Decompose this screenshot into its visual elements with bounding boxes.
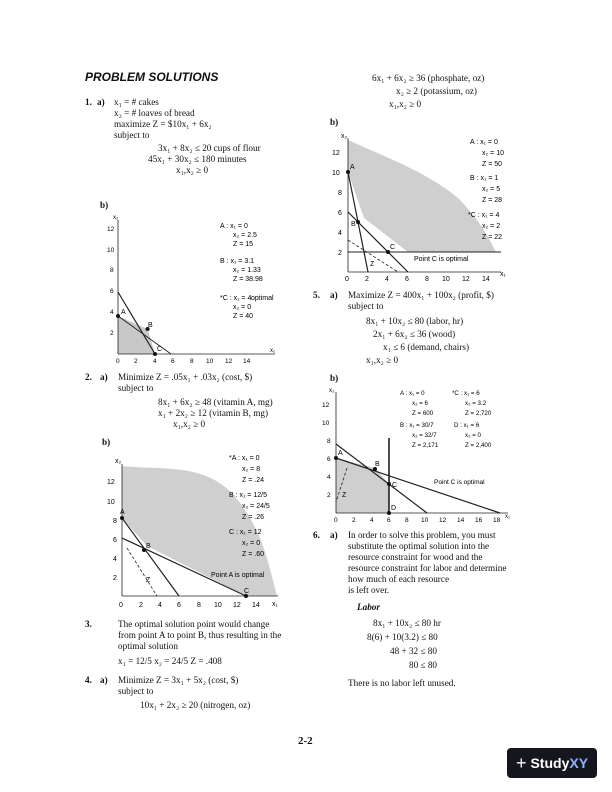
graph-4-xtick: 14: [482, 276, 490, 283]
problem-2-line-1: Minimize Z = .05x₁ + .03x₂ (cost, $): [118, 372, 253, 382]
graph-4-annot: Z = 28: [482, 197, 503, 204]
problem-6-equation-4: 80 ≤ 80: [409, 660, 438, 670]
graph-2-point-a: [120, 516, 124, 520]
problem-1-line-1: x₁ = # cakes: [114, 97, 159, 107]
graph-4-y-ticks: [332, 150, 342, 257]
graph-4-caption: Point C is optimal: [414, 256, 469, 263]
graph-2-xtick: 8: [197, 602, 201, 609]
graph-1: [107, 210, 310, 370]
graph-2-annot: x₂ = 0: [242, 540, 261, 547]
problem-4-part-b: b): [330, 117, 339, 127]
logo-text-study: Study: [530, 755, 570, 771]
problem-1-constraint-3: x₁,x₂ ≥ 0: [176, 165, 209, 175]
page-title: PROBLEM SOLUTIONS: [85, 70, 219, 84]
graph-4-annot: x₂ = 10: [482, 150, 504, 157]
graph-5-x-ticks: [334, 517, 501, 524]
graph-2-ytick: 8: [113, 518, 117, 525]
problem-2-constraint-2: x₁ + 2x₂ ≥ 12 (vitamin B, mg): [158, 408, 269, 418]
graph-1-point-a: [116, 314, 120, 318]
problem-2-constraint-3: x₁,x₂ ≥ 0: [173, 419, 206, 429]
graph-4-xtick: 4: [385, 276, 389, 283]
problem-6-line-4: resource constraint for labor and determine: [348, 563, 507, 573]
graph-2-label-z: Z: [146, 577, 151, 584]
graph-5-y-ticks: [322, 402, 331, 499]
graph-5-annot: Z = 2,720: [465, 410, 492, 417]
graph-4-ytick: 6: [338, 210, 342, 217]
graph-5-annot: x₂ = 3.2: [465, 400, 487, 407]
graph-1-annot: A : x₁ = 0: [220, 223, 248, 230]
graph-5-annot: A : x₁ = 0: [400, 390, 425, 397]
graph-4-xtick: 2: [365, 276, 369, 283]
graph-1-annot: Z = 40: [233, 313, 254, 320]
graph-2-ytick: 6: [113, 537, 117, 544]
graph-2-xtick: 0: [119, 602, 123, 609]
graph-5-ytick: 8: [327, 438, 331, 445]
graph-5-xtick: 2: [352, 517, 356, 524]
studyxy-logo: [507, 748, 597, 778]
graph-4-annot: x₂ = 2: [482, 223, 501, 230]
graph-4-label-z: Z: [370, 261, 375, 268]
graph-4-point-b: [356, 220, 360, 224]
problem-4-line-1: Minimize Z = 3x₁ + 5x₂ (cost, $): [118, 675, 239, 685]
graph-1-x-ticks: [116, 358, 251, 365]
graph-2-ytick: 10: [107, 499, 115, 506]
problem-4-part-a: a): [100, 675, 108, 685]
problem-1-part-a: a): [97, 97, 105, 107]
graph-4-annot: x₂ = 5: [482, 186, 501, 193]
graph-2-x-label: x₁: [272, 601, 278, 608]
graph-5-annot: D : x₁ = 6: [454, 422, 480, 429]
graph-1-label-a: A: [121, 309, 126, 316]
graph-2-xtick: 12: [233, 602, 241, 609]
graph-5-annot: Z = 2,400: [465, 442, 492, 449]
graph-4-xtick: 0: [345, 276, 349, 283]
problem-1-constraint-2: 45x₁ + 30x₂ ≤ 180 minutes: [148, 154, 247, 164]
problem-4-constraint-2: 6x₁ + 6x₂ ≥ 36 (phosphate, oz): [372, 73, 485, 83]
graph-5-annot: x₂ = 0: [465, 432, 481, 439]
problem-6-line-3: resource constraint for wood and the: [348, 552, 483, 562]
graph-2-annot: Z = .26: [242, 514, 264, 521]
graph-5-ytick: 12: [322, 402, 330, 409]
problem-1-line-2: x₂ = # loaves of bread: [114, 108, 195, 118]
problem-3-line-3: optimal solution: [118, 641, 178, 651]
graph-5-xtick: 6: [387, 517, 391, 524]
graph-2-label-c: C: [244, 588, 250, 595]
problem-1-constraint-1: 3x₁ + 8x₂ ≤ 20 cups of flour: [158, 143, 261, 153]
graph-5-annot: Z = 600: [412, 410, 434, 417]
graph-1-annot: optimal: [251, 295, 274, 302]
graph-2-ytick: 4: [113, 556, 117, 563]
problem-5-line-1: Maximize Z = 400x₁ + 100x₂ (profit, $): [348, 290, 494, 300]
graph-2-annot: C : x₁ = 12: [229, 529, 262, 536]
graph-5-label-c: C: [392, 482, 398, 489]
graph-2-annot: B : x₁ = 12/5: [229, 492, 267, 499]
graph-5-annot: B : x₁ = 30/7: [400, 422, 434, 429]
problem-5-constraint-1: 8x₁ + 10x₂ ≤ 80 (labor, hr): [366, 316, 464, 326]
graph-5-label-b: B: [375, 461, 380, 468]
graph-5-label-z: Z: [342, 492, 347, 499]
graph-4-y-label: x₂: [341, 133, 348, 140]
problem-6-subheading: Labor: [357, 602, 380, 612]
problem-2-line-2: subject to: [118, 383, 154, 393]
graph-2: [102, 448, 302, 616]
problem-2-number: 2.: [85, 372, 92, 382]
graph-4-xtick: 8: [425, 276, 429, 283]
problem-5-part-b: b): [330, 373, 339, 383]
graph-1-ytick: 2: [110, 330, 114, 337]
graph-4-ytick: 4: [338, 230, 342, 237]
graph-5-xtick: 16: [475, 517, 483, 524]
problem-5-constraint-4: x₁,x₂ ≥ 0: [366, 355, 399, 365]
problem-2-constraint-1: 8x₁ + 6x₂ ≥ 48 (vitamin A, mg): [158, 397, 273, 407]
problem-6-equation-1: 8x₁ + 10x₂ ≤ 80 hr: [373, 618, 441, 628]
graph-2-label-a: A: [120, 509, 125, 516]
problem-6-line-5: how much of each resource: [348, 574, 450, 584]
graph-5-annotations: [400, 390, 492, 449]
graph-2-xtick: 4: [158, 602, 162, 609]
graph-5-label-d: D: [391, 505, 397, 512]
graph-4-ytick: 2: [338, 250, 342, 257]
problem-2-part-a: a): [100, 372, 108, 382]
graph-4-annot: Z = 50: [482, 161, 503, 168]
graph-4-x-ticks: [345, 276, 490, 283]
graph-5-annot: Z = 2,171: [412, 442, 439, 449]
graph-5-point-c: [387, 482, 391, 486]
problem-6-equation-3: 48 + 32 ≤ 80: [390, 646, 437, 656]
graph-1-label-c: C: [157, 346, 163, 353]
graph-2-ytick: 12: [107, 479, 115, 486]
graph-4-label-a: A: [350, 164, 355, 171]
problem-1-line-3: maximize Z = $10x₁ + 6x₂: [114, 119, 212, 129]
graph-1-x-label: x₁: [270, 348, 276, 354]
graph-1-ytick: 12: [107, 226, 115, 233]
graph-4-feasible-region: [348, 140, 499, 252]
problem-4-constraint-3: x₂ ≥ 2 (potassium, oz): [396, 86, 477, 96]
graph-5-y-label: x₂: [329, 388, 335, 394]
graph-2-annot: *A : x₁ = 0: [229, 455, 260, 462]
problem-1-line-4: subject to: [114, 130, 150, 140]
graph-1-ytick: 10: [107, 247, 115, 254]
problem-4-constraint-1: 10x₁ + 2x₂ ≥ 20 (nitrogen, oz): [140, 700, 251, 710]
problem-3-line-2: from point A to point B, thus resulting in the: [118, 630, 282, 640]
graph-2-xtick: 6: [177, 602, 181, 609]
problem-5-line-2: subject to: [348, 301, 384, 311]
problem-6-number: 6.: [313, 530, 320, 540]
graph-1-xtick: 14: [243, 358, 251, 365]
graph-5-xtick: 8: [405, 517, 409, 524]
graph-2-annot: x₂ = 24/5: [242, 503, 270, 510]
problem-3-number: 3.: [85, 619, 92, 629]
problem-3-line-4: x₁ = 12/5 x₂ = 24/5 Z = .408: [118, 656, 222, 666]
problem-6-line-2: substitute the optimal solution into the: [348, 541, 490, 551]
graph-4-xtick: 10: [442, 276, 450, 283]
graph-4-ytick: 10: [332, 170, 340, 177]
graph-1-annot: Z = 38.98: [233, 276, 263, 283]
graph-5-annot: x₂ = 32/7: [412, 432, 437, 439]
graph-4-x-label: x₁: [500, 271, 506, 278]
graph-4: [328, 128, 518, 283]
problem-5-part-a: a): [330, 290, 338, 300]
graph-4-xtick: 12: [462, 276, 470, 283]
graph-4-annot: Z = 22: [482, 234, 503, 241]
graph-1-xtick: 2: [134, 358, 138, 365]
graph-2-annot: Z = .60: [242, 551, 264, 558]
graph-1-xtick: 10: [206, 358, 214, 365]
graph-1-ytick: 4: [110, 309, 114, 316]
problem-6-part-a: a): [330, 530, 338, 540]
graph-2-ytick: 2: [113, 575, 117, 582]
graph-4-ytick: 12: [332, 150, 340, 157]
problem-6-equation-2: 8(6) + 10(3.2) ≤ 80: [367, 632, 438, 642]
graph-1-annot: *C : x₁ = 4: [220, 295, 252, 302]
problem-6-line-1: In order to solve this problem, you must: [348, 530, 496, 540]
graph-5-ytick: 6: [327, 456, 331, 463]
graph-5-xtick: 14: [457, 517, 465, 524]
problem-1-number: 1.: [85, 97, 92, 107]
graph-1-ytick: 6: [110, 288, 114, 295]
graph-4-annot: A : x₁ = 0: [470, 139, 498, 146]
graph-5-feasible-region: [336, 458, 389, 513]
problem-4-line-2: subject to: [118, 686, 154, 696]
graph-1-annot: x₂ = 0: [233, 304, 252, 311]
graph-1-ytick: 8: [110, 267, 114, 274]
problem-5-number: 5.: [313, 290, 320, 300]
graph-5-xtick: 10: [421, 517, 429, 524]
graph-1-y-ticks: [107, 226, 115, 337]
graph-4-xtick: 6: [405, 276, 409, 283]
graph-5-annot: *C : x₁ = 6: [452, 390, 480, 397]
problem-3-line-1: The optimal solution point would change: [118, 619, 270, 629]
logo-text-xy: XY: [569, 755, 589, 771]
graph-5-x-label: x₁: [505, 514, 511, 520]
graph-2-annot: x₂ = 8: [242, 466, 261, 473]
graph-4-annot: *C : x₁ = 4: [468, 212, 500, 219]
graph-1-annot: x₂ = 2.5: [233, 232, 257, 239]
graph-2-x-ticks: [119, 602, 260, 609]
graph-1-xtick: 0: [116, 358, 120, 365]
graph-2-objective-line: [127, 548, 157, 596]
page-number: 2-2: [298, 735, 313, 747]
problem-1-part-b: b): [100, 200, 109, 210]
graph-5-xtick: 0: [334, 517, 338, 524]
graph-1-annot: Z = 15: [233, 241, 254, 248]
graph-5-ytick: 2: [327, 492, 331, 499]
problem-6-conclusion: There is no labor left unused.: [348, 678, 456, 688]
graph-1-label-b: B: [148, 322, 153, 329]
graph-2-caption: Point A is optimal: [211, 572, 265, 579]
plus-icon: +: [515, 752, 527, 773]
graph-2-xtick: 14: [252, 602, 260, 609]
graph-4-ytick: 8: [338, 190, 342, 197]
graph-5-ytick: 4: [327, 474, 331, 481]
graph-2-y-ticks: [107, 479, 117, 582]
graph-1-xtick: 8: [190, 358, 194, 365]
graph-5: [322, 384, 514, 526]
graph-1-annotations: [220, 223, 274, 320]
graph-5-xtick: 18: [493, 517, 501, 524]
graph-1-annot: B : x₁ = 3.1: [220, 258, 255, 265]
graph-4-label-c: C: [390, 244, 396, 251]
graph-4-annot: B : x₁ = 1: [470, 175, 499, 182]
graph-5-ytick: 10: [322, 420, 330, 427]
graph-1-annot: x₂ = 1.33: [233, 267, 261, 274]
graph-5-annot: x₂ = 6: [412, 400, 428, 407]
graph-2-xtick: 2: [139, 602, 143, 609]
problem-5-constraint-2: 2x₁ + 6x₂ ≤ 36 (wood): [373, 329, 456, 339]
graph-5-label-a: A: [338, 450, 343, 457]
problem-2-part-b: b): [102, 437, 111, 447]
graph-1-xtick: 4: [153, 358, 157, 365]
graph-1-xtick: 12: [225, 358, 233, 365]
graph-5-xtick: 12: [439, 517, 447, 524]
graph-2-annot: Z = .24: [242, 477, 264, 484]
problem-6-line-6: is left over.: [348, 585, 390, 595]
problem-4-constraint-4: x₁,x₂ ≥ 0: [389, 99, 422, 109]
graph-5-caption: Point C is optimal: [434, 479, 485, 486]
graph-2-xtick: 10: [214, 602, 222, 609]
graph-4-label-b: B: [351, 221, 356, 228]
graph-5-xtick: 4: [370, 517, 374, 524]
graph-2-label-b: B: [146, 543, 151, 550]
graph-2-y-label: x₂: [115, 458, 122, 465]
graph-1-y-label: x₂: [113, 215, 119, 221]
problem-5-constraint-3: x₁ ≤ 6 (demand, chairs): [383, 342, 470, 352]
graph-1-xtick: 6: [171, 358, 175, 365]
problem-4-number: 4.: [85, 675, 92, 685]
